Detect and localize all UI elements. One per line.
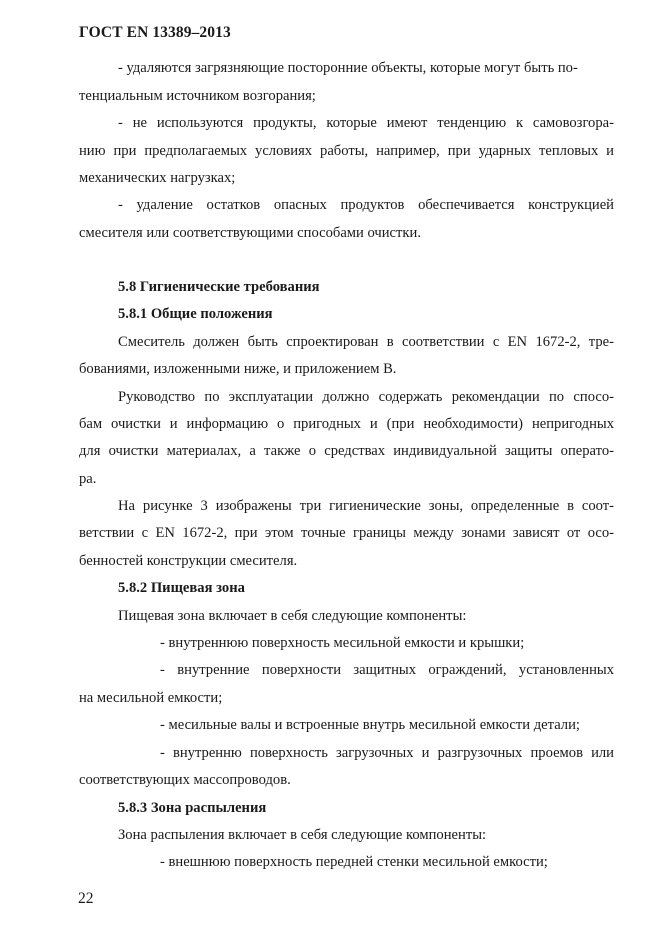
text-line: Смеситель должен быть спроектирован в соответствии с EN 1672-2, тре- [118, 334, 614, 350]
text-line: ветствии с EN 1672-2, при этом точные границы между зонами зависят от осо- [79, 525, 614, 541]
text-line: смесителя или соответствующими способами очистки. [79, 225, 421, 241]
document-header: ГОСТ EN 13389–2013 [79, 24, 231, 41]
text-line: бенностей конструкции смесителя. [79, 553, 298, 569]
page-number: 22 [78, 890, 94, 907]
text-line: Зона распыления включает в себя следующие компоненты: [118, 827, 487, 843]
subsection-heading: 5.8.2 Пищевая зона [118, 580, 245, 596]
text-line: бованиями, изложенными ниже, и приложением В. [79, 361, 397, 377]
subsection-heading: 5.8.3 Зона распыления [118, 800, 267, 816]
text-line: - удаляются загрязняющие посторонние объекты, которые могут быть по- [118, 60, 578, 76]
text-line: - не используются продукты, которые имеют тенденцию к самовозгора- [118, 115, 614, 131]
text-line: для очистки материалах, а также о средствах индивидуальной защиты операто- [79, 443, 614, 459]
text-line: на месильной емкости; [79, 690, 223, 706]
list-item: - внешнюю поверхность передней стенки месильной емкости; [160, 854, 548, 870]
text-line: - удаление остатков опасных продуктов обеспечивается конструкцией [118, 197, 614, 213]
list-item: - внутренню поверхность загрузочных и разгрузочных проемов или [160, 745, 614, 761]
text-line: тенциальным источником возгорания; [79, 88, 316, 104]
text-line: механических нагрузках; [79, 170, 236, 186]
text-line: Руководство по эксплуатации должно содержать рекомендации по спосо- [118, 389, 614, 405]
text-line: Пищевая зона включает в себя следующие компоненты: [118, 608, 467, 624]
text-line: бам очистки и информацию о пригодных и (при необходимости) непригодных [79, 416, 614, 432]
text-line: нию при предполагаемых условиях работы, например, при ударных тепловых и [79, 143, 614, 159]
list-item: - внутренние поверхности защитных ограждений, установленных [160, 662, 614, 678]
section-heading: 5.8 Гигиенические требования [118, 279, 320, 295]
subsection-heading: 5.8.1 Общие положения [118, 306, 273, 322]
list-item: - внутреннюю поверхность месильной емкости и крышки; [160, 635, 525, 651]
text-line: ра. [79, 471, 97, 487]
list-item: - месильные валы и встроенные внутрь месильной емкости детали; [160, 717, 580, 733]
text-line: соответствующих массопроводов. [79, 772, 291, 788]
text-line: На рисунке 3 изображены три гигиенические зоны, определенные в соот- [118, 498, 614, 514]
